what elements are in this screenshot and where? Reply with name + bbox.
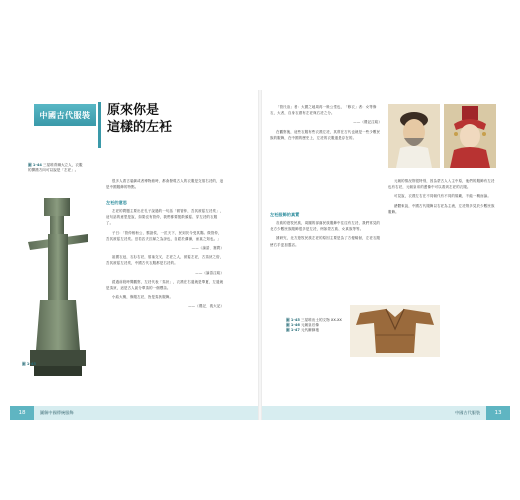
- book-title: 圖解中國傳統服飾: [40, 410, 74, 415]
- subhead: 左衽的意思: [106, 200, 127, 205]
- bronze-statue-image: [22, 190, 94, 380]
- subhead: 左衽服飾的真實: [270, 212, 300, 217]
- figure-number: 圖 1-45: [286, 318, 300, 322]
- figure-number: 圖 1-46: [286, 323, 300, 327]
- quote-source: ——《論語注疏》: [195, 270, 224, 275]
- quote-source: ——《論語．憲問》: [191, 246, 224, 251]
- paragraph: 元朝的情況則很特別，因為蒙古人入主中原，他們的服飾有左衽也有右衽，元朝皇帝的畫像中可以看到左衽的衣服。: [388, 179, 495, 190]
- figure-text-2: 的開襟方向可以說是「左衽」。: [28, 168, 79, 172]
- paragraph: 經過前段時間觀察，左衽代表「夷狄」，衣襟在右邊就是華夏，左邊就是夷狄，這是古人區分華夷的一個標誌。: [106, 279, 224, 291]
- paragraph: 總體來說，中國古代服飾以右衽為主流，左衽則多見於少數民族服飾。: [388, 203, 495, 214]
- page-number: 18: [10, 406, 34, 420]
- chapter-name: 中國古代服裝: [455, 410, 481, 415]
- paragraph: 在觀察後，這些衣服有些衣襟左衽，其實在古代也就是一些少數民族的服飾，在中國的歷史上，左衽的衣服還是存在的。: [270, 129, 381, 140]
- left-intro-text: [106, 178, 224, 193]
- quote-source: ——《禮記注疏》: [353, 120, 382, 125]
- paragraph: 很多人看古裝劇或者博物館時，都會發現古人的衣服是交領右衽的，這是中國服飾的特點。: [106, 179, 224, 190]
- figure-caption-group: [286, 318, 348, 333]
- robe-image: [350, 305, 440, 357]
- paragraph: 子曰：「管仲相桓公，霸諸侯，一匡天下，民到於今受其賜。微管仲，吾其被髮左衽矣。豈若匹夫匹婦之為諒也，自經於溝瀆，而莫之知也。」: [106, 230, 222, 241]
- figure-text: 元代辮線袍: [301, 328, 319, 332]
- right-mid-text: [270, 220, 382, 251]
- section-tag: 中國古代服裝: [34, 104, 96, 126]
- quote-source: ——《禮記．喪大記》: [188, 304, 224, 309]
- paragraph: 各族的遊牧民族，周圍的部落民族服飾中往往有左衽，我們常見的北方少數民族服飾很多是左衽，例如蒙古族、女真族等等。: [270, 221, 381, 232]
- figure-text: 元朝皇后像: [301, 323, 319, 327]
- figure-text: 三星堆出土的文物 XX.XX: [301, 318, 342, 322]
- paragraph: 小結大概，修服左衽，皆是夷狄服飾。: [112, 295, 174, 300]
- figure-number: 圖 1-47: [286, 328, 300, 332]
- paragraph: 可見說，衣襟左右在不同朝代有不同的規範，不能一概而論。: [394, 194, 491, 199]
- title-line-2: 這樣的左衽: [107, 120, 173, 135]
- chapter-title: [98, 102, 217, 148]
- paragraph: 左衽的問題主要出在孔子說過的一句話「微管仲，吾其被髮左衽矣」，這句話的意思是說，如果沒有管仲，我們都要披散頭髮、穿左衽的衣服了。: [106, 209, 224, 226]
- figure-number: 圖 1-45: [22, 362, 36, 366]
- figure-caption-144: [28, 163, 98, 173]
- figure-text: 三星堆青銅大立人，衣服: [43, 163, 83, 167]
- paragraph: 「管氏治」者：大國之地周再一般公堂也，「修衣」者：女等修衣，大者，自身衣襟有左衽與右衽之分。: [270, 105, 377, 116]
- book-gutter: [258, 90, 262, 420]
- figure-number: 圖 1-44: [28, 163, 42, 167]
- page-number: 13: [486, 406, 510, 420]
- right-column-text: [388, 178, 496, 218]
- left-body-text: [106, 208, 224, 313]
- figure-caption-statue: [22, 362, 62, 367]
- right-top-text: [270, 104, 382, 144]
- emperor-portrait-image: [388, 104, 440, 168]
- title-line-1: 原來你是: [107, 103, 160, 118]
- paragraph: 祖國衣冠，衣衫右衽，領袖交叉，左衽之人，被髮左衽，古夷狄之俗，吾其被髮左衽矣，中國古代衣服都是右衽的。: [106, 255, 224, 266]
- empress-portrait-image: [444, 104, 496, 168]
- paragraph: 據研究，北方遊牧民族左衽的原因主要是為了方便騎射，左衽衣服使右手更加靈活。: [270, 236, 381, 247]
